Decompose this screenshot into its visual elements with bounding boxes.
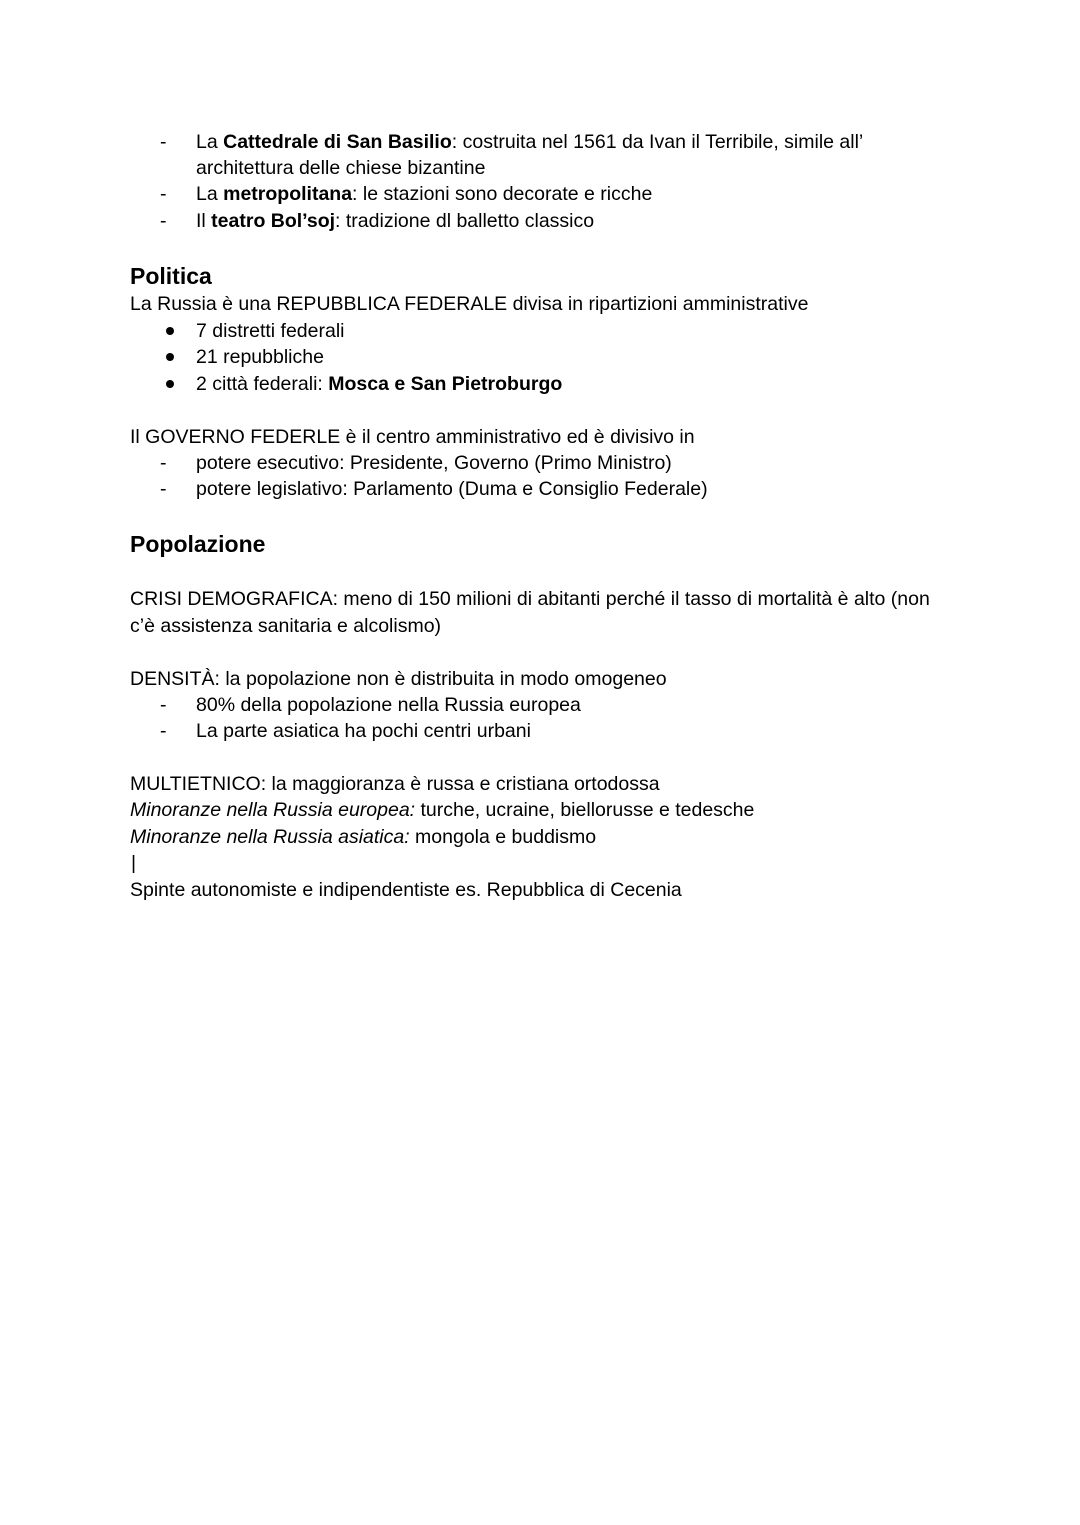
densita-item: 80% della popolazione nella Russia europea <box>196 694 581 716</box>
politica-intro: La Russia è una REPUBBLICA FEDERALE divisa in ripartizioni amministrative <box>130 293 809 315</box>
list-item-cattedrale: La Cattedrale di San Basilio: costruita nel 1561 da Ivan il Terribile, simile all’ <box>196 131 864 153</box>
bullet-marker <box>166 380 174 388</box>
bullet-repubbliche: 21 repubbliche <box>196 346 324 368</box>
densita-item: La parte asiatica ha pochi centri urbani <box>196 720 531 742</box>
heading-popolazione: Popolazione <box>130 531 266 557</box>
potere-legislativo: potere legislativo: Parlamento (Duma e Consiglio Federale) <box>196 478 708 500</box>
bullet-distretti: 7 distretti federali <box>196 320 345 342</box>
minoranze-asiatica: Minoranze nella Russia asiatica: mongola e buddismo <box>130 826 597 848</box>
dash-marker: - <box>160 452 167 474</box>
dash-marker: - <box>160 183 167 205</box>
bullet-marker <box>166 353 174 361</box>
dash-marker: - <box>160 694 167 716</box>
dash-marker: - <box>160 210 167 232</box>
pipe-connector: | <box>131 852 137 874</box>
crisi-demografica-line1: CRISI DEMOGRAFICA: meno di 150 milioni di abitanti perché il tasso di mortalità è alto (non <box>130 588 930 610</box>
multietnico-text: MULTIETNICO: la maggioranza è russa e cristiana ortodossa <box>130 773 660 795</box>
densita-text: DENSITÀ: la popolazione non è distribuita in modo omogeneo <box>130 668 667 690</box>
list-item-teatro: Il teatro Bol’soj: tradizione dl balletto classico <box>196 210 595 232</box>
dash-marker: - <box>160 478 167 500</box>
dash-marker: - <box>160 131 167 153</box>
bullet-citta-federali: 2 città federali: Mosca e San Pietroburgo <box>196 373 563 395</box>
crisi-demografica-line2: c’è assistenza sanitaria e alcolismo) <box>130 615 442 637</box>
potere-esecutivo: potere esecutivo: Presidente, Governo (Primo Ministro) <box>196 452 672 474</box>
dash-marker: - <box>160 720 167 742</box>
list-item-metropolitana: La metropolitana: le stazioni sono decorate e ricche <box>196 183 653 205</box>
minoranze-europea: Minoranze nella Russia europea: turche, ucraine, biellorusse e tedesche <box>130 799 755 821</box>
governo-text: Il GOVERNO FEDERLE è il centro amministrativo ed è divisivo in <box>130 426 695 448</box>
spinte-text: Spinte autonomiste e indipendentiste es. Repubblica di Cecenia <box>130 879 682 901</box>
bullet-marker <box>166 327 174 335</box>
heading-politica: Politica <box>130 263 212 289</box>
list-item-cattedrale-continued: architettura delle chiese bizantine <box>196 157 486 179</box>
